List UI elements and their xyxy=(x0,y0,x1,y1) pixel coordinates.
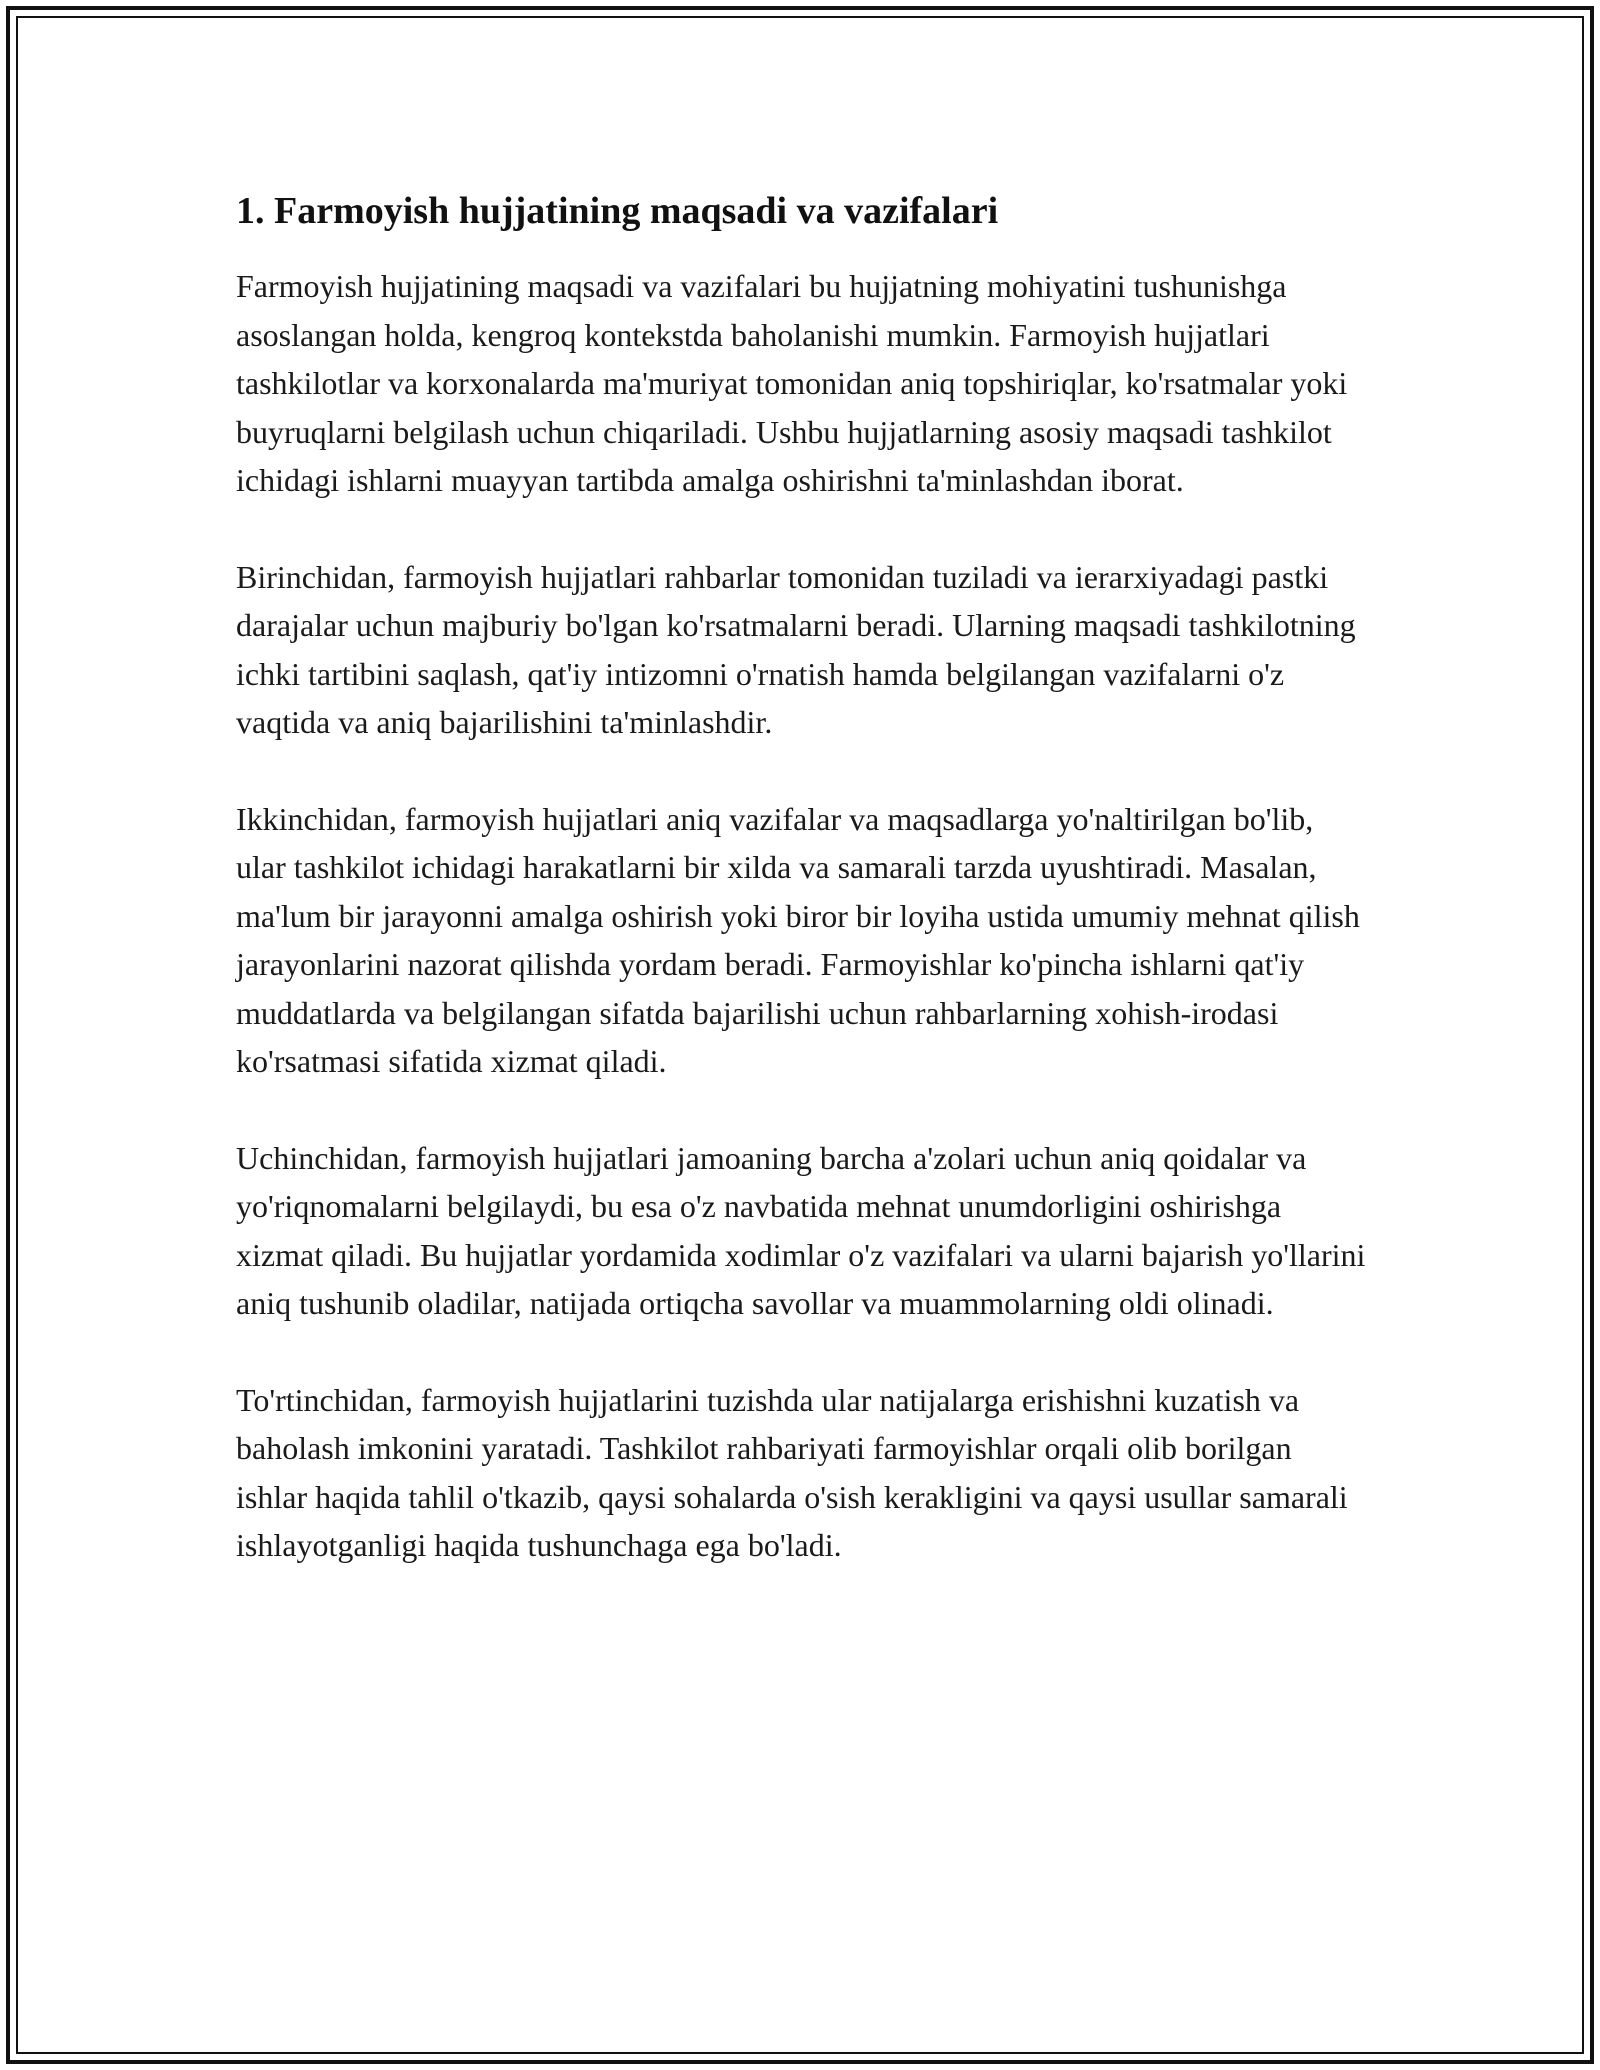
document-body xyxy=(236,186,1366,1618)
paragraph-fourth: To'rtinchidan, farmoyish hujjatlarini tuzishda ular natijalarga erishishni kuzatish va baholash imkonini yaratadi. Tashkilot rahbariyati farmoyishlar orqali olib borilgan ishlar haqida tahlil o'tkazib, qaysi sohalarda o'sish kerakligini va qaysi usullar samarali ishlayotganligi haqida tushunchaga ega bo'ladi. xyxy=(236,1381,1348,1563)
paragraph-second: Ikkinchidan, farmoyish hujjatlari aniq vazifalar va maqsadlarga yo'naltirilgan bo'lib, ular tashkilot ichidagi harakatlarni bir xilda va samarali tarzda uyushtiradi. Masalan, ma'lum bir jarayonni amalga oshirish yoki biror bir loyiha ustida umumiy mehnat qilish jarayonlarini nazorat qilishda yordam beradi. Farmoyishlar ko'pincha ishlarni qat'iy muddatlarda va belgilangan sifatda bajarilishi uchun rahbarlarning xohish-irodasi ko'rsatmasi sifatida xizmat qiladi. xyxy=(236,800,1360,1079)
paragraph-intro: Farmoyish hujjatining maqsadi va vazifalari bu hujjatning mohiyatini tushunishga asoslangan holda, kengroq kontekstda baholanishi mumkin. Farmoyish hujjatlari tashkilotlar va korxonalarda ma'muriyat tomonidan aniq topshiriqlar, ko'rsatmalar yoki buyruqlarni belgilash uchun chiqariladi. Ushbu hujjatlarning asosiy maqsadi tashkilot ichidagi ishlarni muayyan tartibda amalga oshirishni ta'minlashdan iborat. xyxy=(236,268,1348,498)
paragraph-first: Birinchidan, farmoyish hujjatlari rahbarlar tomonidan tuziladi va ierarxiyadagi pastki darajalar uchun majburiy bo'lgan ko'rsatmalarni beradi. Ularning maqsadi tashkilotning ichki tartibini saqlash, qat'iy intizomni o'rnatish hamda belgilangan vazifalarni o'z vaqtida va aniq bajarilishini ta'minlashdir. xyxy=(236,558,1356,740)
section-heading: 1. Farmoyish hujjatining maqsadi va vazifalari xyxy=(236,190,999,232)
paragraph-third: Uchinchidan, farmoyish hujjatlari jamoaning barcha a'zolari uchun aniq qoidalar va yo'riqnomalarni belgilaydi, bu esa o'z navbatida mehnat unumdorligini oshirishga xizmat qiladi. Bu hujjatlar yordamida xodimlar o'z vazifalari va ularni bajarish yo'llarini aniq tushunib oladilar, natijada ortiqcha savollar va muammolarning oldi olinadi. xyxy=(236,1139,1366,1321)
